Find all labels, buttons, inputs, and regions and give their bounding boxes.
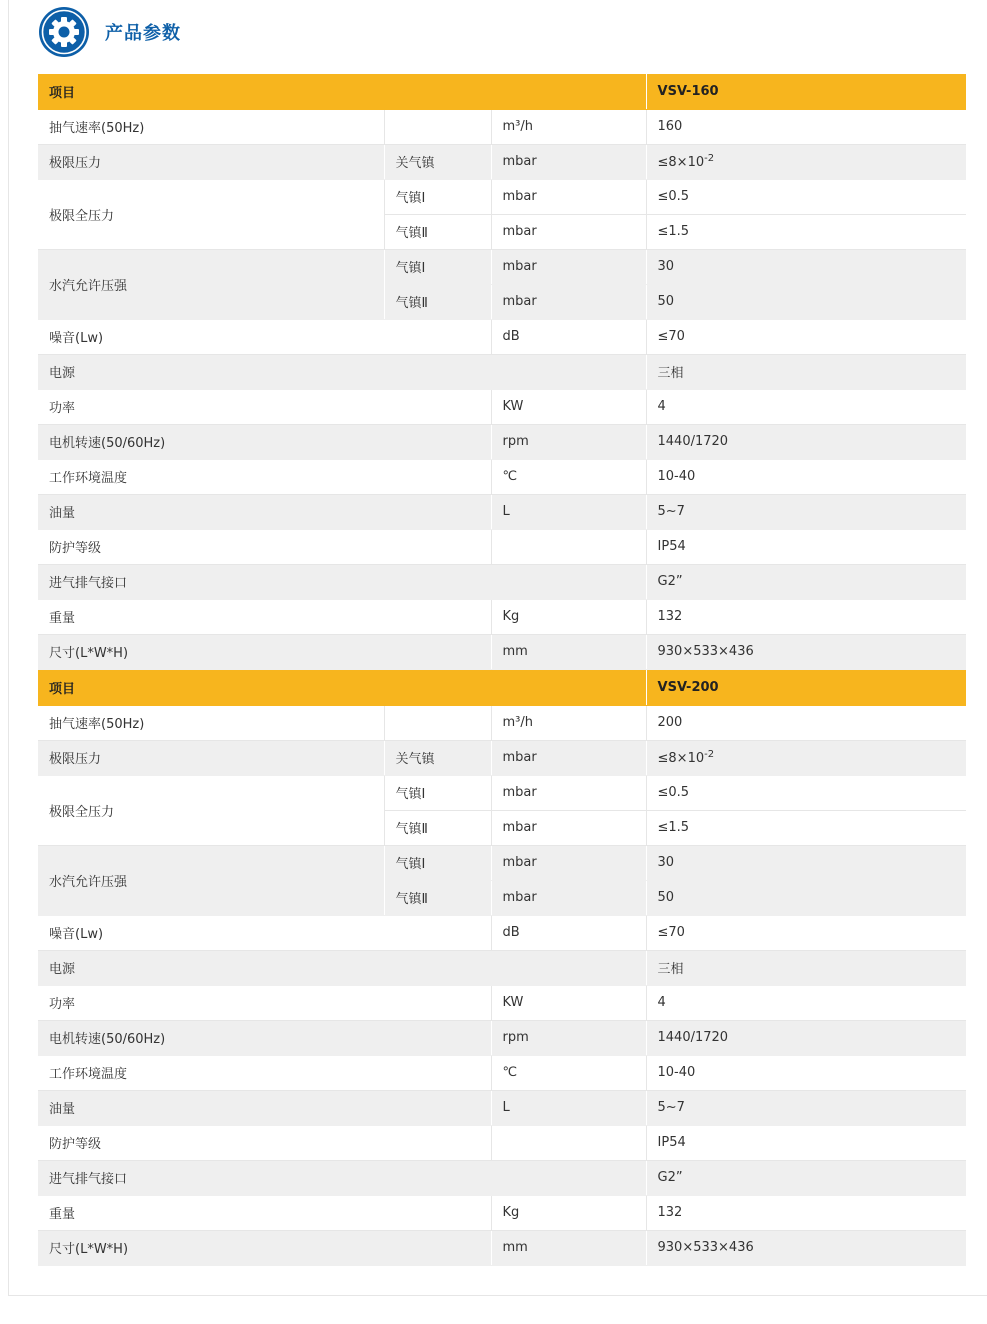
value-base: ≤8×10 (657, 751, 705, 766)
param-unit: mm (491, 1230, 646, 1265)
table-row (38, 179, 966, 214)
param-value: ≤0.5 (646, 775, 966, 810)
param-value: ≤70 (646, 319, 966, 354)
table-row (38, 319, 966, 354)
table-row (38, 775, 966, 810)
param-value: 1440/1720 (646, 424, 966, 459)
param-value: 5~7 (646, 1090, 966, 1125)
header-item-label: 项目 (38, 670, 646, 705)
table-row (38, 915, 966, 950)
gear-icon (38, 6, 90, 58)
param-value: 4 (646, 985, 966, 1020)
param-label: 功率 (38, 389, 491, 424)
param-unit: ℃ (491, 459, 646, 494)
param-unit: L (491, 1090, 646, 1125)
param-unit: mm (491, 634, 646, 669)
table-row (38, 564, 966, 599)
param-label: 进气排气接口 (38, 564, 646, 599)
param-value: 132 (646, 1195, 966, 1230)
param-unit: m³/h (491, 109, 646, 144)
table-row (38, 424, 966, 459)
param-label: 进气排气接口 (38, 1160, 646, 1195)
param-value: 30 (646, 249, 966, 284)
param-label: 尺寸(L*W*H) (38, 634, 491, 669)
param-value: 4 (646, 389, 966, 424)
param-label: 功率 (38, 985, 491, 1020)
param-unit: rpm (491, 1020, 646, 1055)
param-label: 极限压力 (38, 144, 384, 179)
param-unit: KW (491, 985, 646, 1020)
value-base: ≤8×10 (657, 155, 705, 170)
param-unit: mbar (491, 845, 646, 880)
param-label: 抽气速率(50Hz) (38, 109, 384, 144)
param-value: ≤1.5 (646, 214, 966, 249)
param-condition: 气镇Ⅱ (384, 214, 491, 249)
model-name: VSV-160 (646, 74, 966, 109)
param-value: IP54 (646, 1125, 966, 1160)
param-label: 噪音(Lw) (38, 915, 491, 950)
param-value: 160 (646, 109, 966, 144)
param-label: 噪音(Lw) (38, 319, 491, 354)
param-label: 水汽允许压强 (38, 845, 384, 915)
param-unit: mbar (491, 179, 646, 214)
value-exponent: -2 (704, 749, 715, 760)
param-label: 重量 (38, 599, 491, 634)
table-row (38, 634, 966, 669)
table-row (38, 740, 966, 775)
table-row (38, 1160, 966, 1195)
table-row (38, 950, 966, 985)
table-row (38, 1090, 966, 1125)
param-value: G2” (646, 564, 966, 599)
param-value: 5~7 (646, 494, 966, 529)
param-condition: 气镇Ⅰ (384, 249, 491, 284)
param-condition (384, 705, 491, 740)
param-value: ≤70 (646, 915, 966, 950)
section-title: 产品参数 (105, 23, 181, 44)
param-label: 极限全压力 (38, 775, 384, 845)
param-condition (384, 109, 491, 144)
param-label: 极限全压力 (38, 179, 384, 249)
param-value: 三相 (646, 354, 966, 389)
param-unit: dB (491, 319, 646, 354)
table-row (38, 529, 966, 564)
param-label: 电机转速(50/60Hz) (38, 424, 491, 459)
param-unit: Kg (491, 1195, 646, 1230)
param-condition: 气镇Ⅰ (384, 179, 491, 214)
param-unit: mbar (491, 284, 646, 319)
param-unit: mbar (491, 249, 646, 284)
param-condition: 关气镇 (384, 144, 491, 179)
table-row (38, 389, 966, 424)
param-unit: rpm (491, 424, 646, 459)
table-row (38, 144, 966, 179)
param-label: 重量 (38, 1195, 491, 1230)
param-unit: mbar (491, 740, 646, 775)
param-label: 水汽允许压强 (38, 249, 384, 319)
param-label: 电机转速(50/60Hz) (38, 1020, 491, 1055)
table-row (38, 985, 966, 1020)
param-label: 工作环境温度 (38, 1055, 491, 1090)
param-unit: m³/h (491, 705, 646, 740)
param-label: 油量 (38, 494, 491, 529)
table-row (38, 354, 966, 389)
param-unit: Kg (491, 599, 646, 634)
section-header (38, 6, 181, 58)
param-label: 电源 (38, 354, 646, 389)
table-row (38, 1195, 966, 1230)
param-unit: mbar (491, 214, 646, 249)
param-value: ≤0.5 (646, 179, 966, 214)
param-condition: 气镇Ⅰ (384, 775, 491, 810)
param-unit: mbar (491, 880, 646, 915)
param-value (646, 144, 966, 179)
table-row (38, 249, 966, 284)
param-label: 极限压力 (38, 740, 384, 775)
table-row (38, 1230, 966, 1265)
table-row (38, 459, 966, 494)
table-row (38, 705, 966, 740)
param-value: 50 (646, 284, 966, 319)
param-value: 三相 (646, 950, 966, 985)
table-header-row (38, 74, 966, 109)
param-condition: 关气镇 (384, 740, 491, 775)
param-unit: dB (491, 915, 646, 950)
spec-table-vsv-200 (38, 670, 966, 1266)
param-value: 1440/1720 (646, 1020, 966, 1055)
param-label: 抽气速率(50Hz) (38, 705, 384, 740)
param-unit: mbar (491, 144, 646, 179)
param-unit: ℃ (491, 1055, 646, 1090)
param-value: IP54 (646, 529, 966, 564)
param-label: 防护等级 (38, 529, 491, 564)
param-condition: 气镇Ⅱ (384, 880, 491, 915)
param-value: 200 (646, 705, 966, 740)
param-value (646, 740, 966, 775)
table-row (38, 109, 966, 144)
value-exponent: -2 (704, 153, 715, 164)
param-label: 电源 (38, 950, 646, 985)
param-unit (491, 529, 646, 564)
param-value: 930×533×436 (646, 634, 966, 669)
param-condition: 气镇Ⅱ (384, 284, 491, 319)
param-unit: mbar (491, 775, 646, 810)
param-value: G2” (646, 1160, 966, 1195)
param-unit (491, 1125, 646, 1160)
table-row (38, 599, 966, 634)
param-label: 尺寸(L*W*H) (38, 1230, 491, 1265)
param-unit: L (491, 494, 646, 529)
param-label: 油量 (38, 1090, 491, 1125)
param-value: 10-40 (646, 459, 966, 494)
table-row (38, 1020, 966, 1055)
param-condition: 气镇Ⅰ (384, 845, 491, 880)
table-row (38, 845, 966, 880)
spec-table-vsv-160 (38, 74, 966, 670)
param-condition: 气镇Ⅱ (384, 810, 491, 845)
param-unit: KW (491, 389, 646, 424)
param-value: 10-40 (646, 1055, 966, 1090)
param-unit: mbar (491, 810, 646, 845)
param-value: ≤1.5 (646, 810, 966, 845)
param-label: 防护等级 (38, 1125, 491, 1160)
table-row (38, 494, 966, 529)
table-row (38, 1055, 966, 1090)
param-value: 50 (646, 880, 966, 915)
param-value: 30 (646, 845, 966, 880)
table-row (38, 1125, 966, 1160)
header-item-label: 项目 (38, 74, 646, 109)
model-name: VSV-200 (646, 670, 966, 705)
param-label: 工作环境温度 (38, 459, 491, 494)
param-value: 132 (646, 599, 966, 634)
table-header-row (38, 670, 966, 705)
param-value: 930×533×436 (646, 1230, 966, 1265)
